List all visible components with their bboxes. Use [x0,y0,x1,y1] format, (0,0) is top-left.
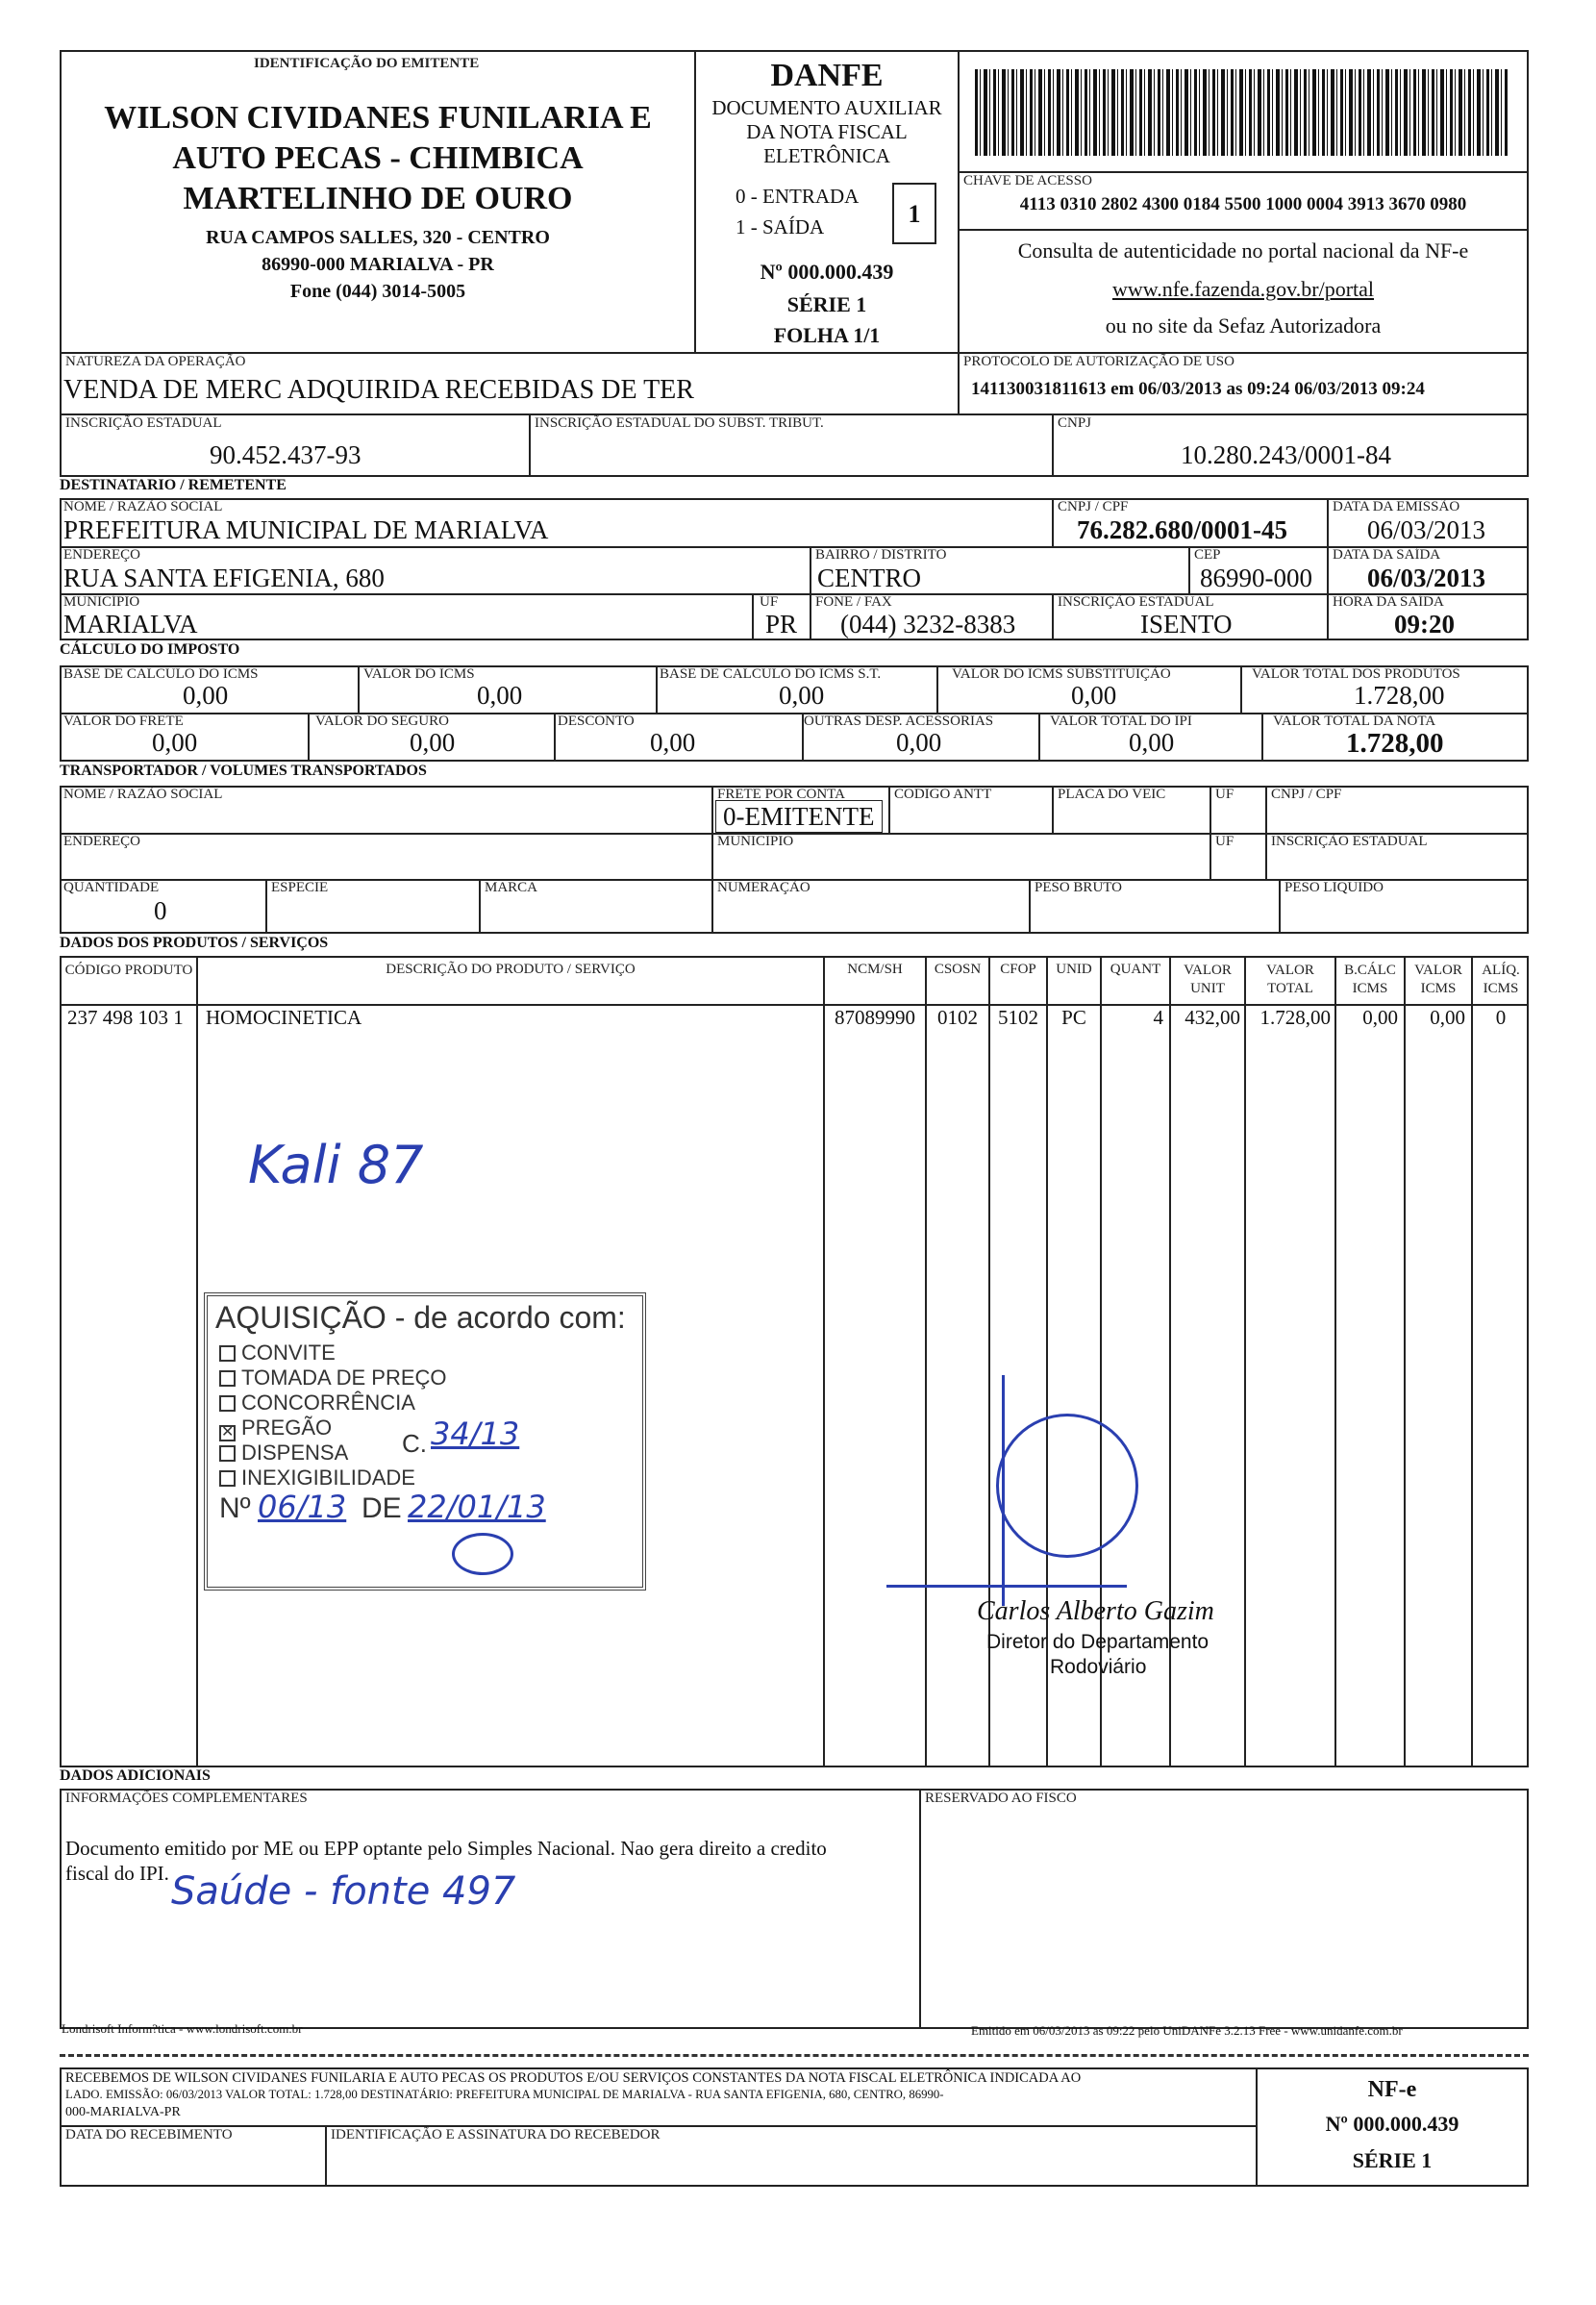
divider [1471,956,1473,1767]
dest-ie: ISENTO [1140,610,1233,639]
th-quant: QUANT [1110,962,1161,977]
th-vicms: VALOR ICMS [1414,963,1462,996]
divider [919,1789,921,2029]
transp-uf2-label: UF [1215,834,1234,849]
checkbox-icon [219,1345,236,1362]
th-vunit: VALOR UNIT [1184,963,1232,996]
handwritten-note-saude: Saúde - fonte 497 [171,1869,516,1914]
dest-fone-label: FONE / FAX [815,594,892,610]
transp-nome-label: NOME / RAZÃO SOCIAL [63,787,223,802]
divider [1244,956,1246,1767]
dest-nome-label: NOME / RAZÃO SOCIAL [63,499,223,514]
signature-name: Carlos Alberto Gazim [977,1596,1214,1626]
canhoto-assin-label: IDENTIFICAÇÃO E ASSINATURA DO RECEBEDOR [331,2127,661,2142]
th-vtotal: VALOR TOTAL [1266,963,1314,996]
signature-stroke-icon [886,1585,1127,1588]
transp-uf-label: UF [1215,787,1234,802]
dest-hora-label: HORA DA SAÍDA [1333,594,1444,610]
chave-label: CHAVE DE ACESSO [963,173,1092,188]
transp-liquido-label: PESO LIQUIDO [1284,880,1384,895]
transp-cnpj-label: CNPJ / CPF [1271,787,1342,802]
stamp-opt-label: INEXIGIBILIDADE [241,1466,415,1490]
dest-uf-label: UF [760,594,779,610]
danfe-saida: 1 - SAÍDA [736,215,825,238]
emitente-section-label: IDENTIFICAÇÃO DO EMITENTE [254,56,480,71]
stamp-title: AQUISIÇÃO - de acordo com: [215,1300,626,1335]
dest-endereco-label: ENDEREÇO [63,547,140,563]
td-vicms: 0,00 [1430,1006,1465,1029]
divider [358,665,360,714]
frete-label: VALOR DO FRETE [63,714,184,729]
canhoto-data-label: DATA DO RECEBIMENTO [65,2127,233,2142]
icms-label: VALOR DO ICMS [363,666,475,682]
bc-icms-label: BASE DE CALCULO DO ICMS [63,666,259,682]
emitente-name-line2: AUTO PECAS - CHIMBICA [172,140,584,176]
stamp-opt-label: CONCORRÊNCIA [241,1391,415,1415]
stamp-de-value: 22/01/13 [408,1489,546,1525]
td-vtotal: 1.728,00 [1259,1006,1331,1029]
desconto-label: DESCONTO [558,714,635,729]
dest-cep-label: CEP [1194,547,1221,563]
dest-bairro-label: BAIRRO / DISTRITO [815,547,947,563]
fisco-label: RESERVADO AO FISCO [925,1791,1077,1806]
emitente-city: 86990-000 MARIALVA - PR [262,254,494,275]
chave-value: 4113 0310 2802 4300 0184 5500 1000 0004 3913 3670 0980 [1019,194,1467,214]
consulta-text1: Consulta de autenticidade no portal nacional da NF-e [1017,238,1469,263]
bc-icms: 0,00 [183,681,229,710]
divider [888,786,890,833]
checked-checkbox-icon: ✕ [221,1424,235,1441]
outras-label: OUTRAS DESP. ACESSÓRIAS [804,714,994,729]
seguro: 0,00 [410,728,456,757]
nota-label: VALOR TOTAL DA NOTA [1273,714,1436,729]
transp-endereco-label: ENDEREÇO [63,834,140,849]
checkbox-icon [219,1395,236,1412]
dest-fone: (044) 3232-8383 [840,610,1016,639]
footer-right: Emitido em 06/03/2013 as 09:22 pelo UniDANFe 3.2.13 Free - www.unidanfe.com.br [971,2023,1403,2038]
divider [196,956,198,1767]
divider [1334,956,1336,1767]
danfe-subtitle1: DOCUMENTO AUXILIAR [711,96,942,119]
stamp-opt-dispensa [219,1441,348,1466]
transp-frete-label: FRETE POR CONTA [717,787,845,802]
dest-municipio: MARIALVA [63,610,198,639]
desconto: 0,00 [650,728,696,757]
divider [554,713,556,762]
emitente-name-line1: WILSON CIVIDANES FUNILARIA E [104,100,652,136]
natureza-value: VENDA DE MERC ADQUIRIDA RECEBIDAS DE TER [63,375,694,405]
info-line2: fiscal do IPI. [65,1862,169,1885]
dest-hora: 09:20 [1394,610,1455,639]
outras: 0,00 [896,728,942,757]
td-ncm: 87089990 [835,1006,915,1029]
stamp-opt-label: DISPENSA [241,1441,349,1465]
dest-municipio-label: MUNICÍPIO [63,594,140,610]
divider [1261,713,1263,762]
transp-qtd: 0 [154,896,167,925]
th-unid: UNID [1056,962,1092,977]
td-cfop: 5102 [998,1006,1038,1029]
divider [1052,413,1054,477]
frete-code-box [715,800,883,833]
divider [265,879,267,934]
checkbox-icon [219,1470,236,1487]
protocolo-value: 141130031811613 em 06/03/2013 as 09:24 06/03/2013 09:24 [971,379,1425,399]
dest-saida: 06/03/2013 [1367,564,1486,592]
stamp-opt-pregao [219,1416,332,1441]
produtos-total: 1.728,00 [1354,681,1445,710]
danfe-numero: Nº 000.000.439 [760,260,894,284]
transp-marca-label: MARCA [485,880,538,895]
divider [60,546,1529,548]
th-ncm: NCM/SH [847,962,903,977]
transp-numeracao-label: NUMERAÇÃO [717,880,810,895]
cnpj-value: 10.280.243/0001-84 [1181,440,1391,469]
footer-left: Londrisoft Inform?tica - www.londrisoft.com.br [62,2021,303,2036]
divider [479,879,481,934]
ie-label: INSCRIÇÃO ESTADUAL [65,415,222,431]
stamp-opt-concorrencia [219,1391,415,1416]
canhoto-text2: LADO. EMISSÃO: 06/03/2013 VALOR TOTAL: 1.728,00 DESTINATÁRIO: PREFEITURA MUNICIPAL DE MARIALVA - RUA SANTA EFIGENIA, 680, CENTRO, 86990- [65,2088,944,2101]
signature-role2: Rodoviário [1050,1656,1147,1678]
transp-qtd-label: QUANTIDADE [63,880,160,895]
divider [1327,498,1329,640]
divider [656,665,658,714]
dest-bairro: CENTRO [817,564,921,592]
stamp-de-label: DE [362,1492,402,1524]
danfe-folha: FOLHA 1/1 [773,323,881,347]
dest-endereco: RUA SANTA EFIGENIA, 680 [63,564,385,592]
signature-role1: Diretor do Departamento [986,1631,1209,1653]
th-bcicms: B.CÁLC ICMS [1344,963,1396,996]
divider [325,2125,327,2187]
ipi: 0,00 [1129,728,1175,757]
stamp-opt-convite [219,1340,336,1365]
transportador-section-label: TRANSPORTADOR / VOLUMES TRANSPORTADOS [60,763,427,779]
info-label: INFORMAÇÕES COMPLEMENTARES [65,1791,308,1806]
consulta-text2: ou no site da Sefaz Autorizadora [1105,313,1382,338]
divider [1052,786,1054,833]
th-csosn: CSOSN [934,962,982,977]
dest-cep: 86990-000 [1200,564,1312,592]
divider [1265,786,1267,879]
th-descricao: DESCRIÇÃO DO PRODUTO / SERVIÇO [386,962,636,977]
divider [1038,713,1040,762]
dest-nome: PREFEITURA MUNICIPAL DE MARIALVA [63,515,549,544]
transp-antt-label: CODIGO ANTT [894,787,992,802]
handwritten-note-kali: Kali 87 [248,1135,424,1195]
canhoto-numero: Nº 000.000.439 [1325,2112,1459,2136]
divider [1240,665,1242,714]
stamp-opt-label: CONVITE [241,1340,336,1365]
seguro-label: VALOR DO SEGURO [315,714,449,729]
divider [1404,956,1406,1767]
divider [823,956,825,1767]
transp-frete: 0-EMITENTE [723,802,875,831]
canhoto-nfe: NF-e [1367,2077,1417,2102]
checkbox-icon [219,1370,236,1387]
divider [936,665,938,714]
emitente-phone: Fone (044) 3014-5005 [289,281,466,302]
divider [1052,593,1054,640]
td-vunit: 432,00 [1185,1006,1240,1029]
ipi-label: VALOR TOTAL DO IPI [1050,714,1192,729]
signature-circle-icon [996,1414,1138,1558]
dest-emissao: 06/03/2013 [1367,515,1486,544]
divider [925,956,927,1767]
divider [1209,786,1211,879]
danfe-tipo-box: 1 [892,183,936,244]
divider [529,413,531,477]
bc-st: 0,00 [779,681,825,710]
nota-total: 1.728,00 [1346,728,1444,759]
transp-ie-label: INSCRIÇÃO ESTADUAL [1271,834,1428,849]
td-unid: PC [1061,1006,1086,1029]
danfe-serie: SÉRIE 1 [786,292,867,316]
dest-cnpj-label: CNPJ / CPF [1058,499,1129,514]
emitente-address: RUA CAMPOS SALLES, 320 - CENTRO [206,227,550,248]
produtos-section-label: DADOS DOS PRODUTOS / SERVIÇOS [60,935,329,951]
divider [60,593,1529,595]
divider [308,713,310,762]
transp-municipio-label: MUNICIPIO [717,834,794,849]
th-cfop: CFOP [1000,962,1036,977]
td-csosn: 0102 [937,1006,978,1029]
consulta-url-link[interactable]: www.nfe.fazenda.gov.br/portal [1111,277,1375,301]
divider [810,546,811,640]
canhoto-serie: SÉRIE 1 [1352,2148,1433,2172]
icms-st: 0,00 [1071,681,1117,710]
divider [1279,879,1281,934]
dest-cnpj: 76.282.680/0001-45 [1077,515,1287,544]
stamp-no-label: Nº [219,1492,251,1524]
danfe-subtitle2: DA NOTA FISCAL [746,120,908,143]
dest-saida-label: DATA DA SAÍDA [1333,547,1441,563]
stamp-no-value: 06/13 [258,1489,347,1525]
icms: 0,00 [477,681,523,710]
signature-vstroke-icon [1002,1375,1005,1606]
danfe-entrada: 0 - ENTRADA [736,185,860,208]
protocolo-label: PROTOCOLO DE AUTORIZAÇÃO DE USO [963,354,1234,369]
canhoto-text1: RECEBEMOS DE WILSON CIVIDANES FUNILARIA E AUTO PECAS OS PRODUTOS E/OU SERVIÇOS CONSTANTES DA NOTA FISCAL ELETRÔNICA INDICADA AO [65,2070,1082,2086]
stamp-opt-label: TOMADA DE PREÇO [241,1365,447,1390]
stamp-initials-icon [452,1533,513,1575]
imposto-section-label: CÁLCULO DO IMPOSTO [60,641,240,658]
danfe-subtitle3: ELETRÔNICA [763,144,890,167]
cut-line [60,2054,1529,2057]
td-descricao: HOMOCINETICA [206,1006,362,1029]
td-bcicms: 0,00 [1362,1006,1398,1029]
danfe-title: DANFE [770,58,884,93]
th-aliq: ALÍQ. ICMS [1482,963,1520,996]
stamp-opt-label: PREGÃO [241,1416,333,1440]
divider [752,593,754,640]
barcode [975,69,1509,156]
divider [1188,546,1190,594]
produtos-label: VALOR TOTAL DOS PRODUTOS [1252,666,1460,682]
stamp-c-label: C. [402,1429,427,1458]
cnpj-label: CNPJ [1058,415,1092,431]
dest-emissao-label: DATA DA EMISSÃO [1333,499,1460,514]
stamp-opt-tomada [219,1365,447,1391]
transp-especie-label: ESPECIE [271,880,329,895]
frete: 0,00 [152,728,198,757]
info-line1: Documento emitido por ME ou EPP optante pelo Simples Nacional. Nao gera direito a credito [65,1837,827,1860]
dest-ie-label: INSCRIÇÃO ESTADUAL [1058,594,1214,610]
adicionais-section-label: DADOS ADICIONAIS [60,1767,211,1784]
divider [1029,879,1031,934]
icms-st-label: VALOR DO ICMS SUBSTITUIÇÃO [952,666,1171,682]
checkbox-icon [219,1445,236,1462]
dest-uf: PR [765,610,798,639]
divider [1052,498,1054,546]
emitente-name-line3: MARTELINHO DE OURO [183,181,573,216]
stamp-c-value: 34/13 [431,1416,520,1452]
td-aliq: 0 [1495,1006,1507,1029]
th-codigo: CÓDIGO PRODUTO [64,963,193,978]
ie-value: 90.452.437-93 [210,440,362,469]
divider [711,786,713,934]
canhoto-text3: 000-MARIALVA-PR [65,2105,181,2119]
destinatario-section-label: DESTINATARIO / REMETENTE [60,477,287,493]
stamp-opt-inexigibilidade [219,1466,415,1491]
iest-label: INSCRIÇÃO ESTADUAL DO SUBST. TRIBUT. [535,415,824,431]
transp-placa-label: PLACA DO VEIC [1058,787,1166,802]
transp-bruto-label: PESO BRUTO [1035,880,1122,895]
td-codigo: 237 498 103 1 [67,1006,184,1029]
natureza-label: NATUREZA DA OPERAÇÃO [65,354,246,369]
bc-st-label: BASE DE CALCULO DO ICMS S.T. [660,666,882,682]
td-quant: 4 [1153,1006,1163,1029]
